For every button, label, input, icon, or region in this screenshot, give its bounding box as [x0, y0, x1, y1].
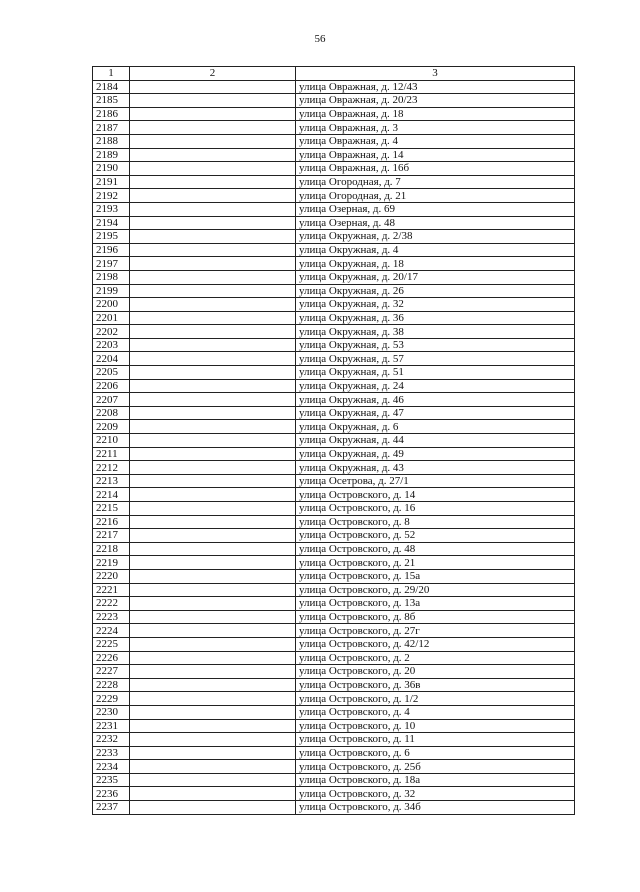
table-row: [93, 705, 575, 719]
row-column-2-cell: [130, 107, 296, 121]
table-row: [93, 719, 575, 733]
row-column-2-cell: [130, 610, 296, 624]
row-number-cell: 2207: [93, 393, 130, 407]
table-row: [93, 107, 575, 121]
column-header-3: 3: [296, 67, 575, 81]
table-row: [93, 434, 575, 448]
row-column-2-cell: [130, 325, 296, 339]
row-number-cell: 2211: [93, 447, 130, 461]
row-address-cell: улица Островского, д. 2: [296, 651, 575, 665]
row-column-2-cell: [130, 474, 296, 488]
table-row: [93, 801, 575, 815]
row-number-cell: 2219: [93, 556, 130, 570]
row-number-cell: 2192: [93, 189, 130, 203]
row-column-2-cell: [130, 189, 296, 203]
row-number-cell: 2231: [93, 719, 130, 733]
row-number-cell: 2213: [93, 474, 130, 488]
row-number-cell: 2229: [93, 692, 130, 706]
row-column-2-cell: [130, 284, 296, 298]
row-number-cell: 2223: [93, 610, 130, 624]
address-table: [92, 66, 575, 815]
row-address-cell: улица Окружная, д. 24: [296, 379, 575, 393]
table-row: [93, 134, 575, 148]
row-address-cell: улица Овражная, д. 12/43: [296, 80, 575, 94]
row-column-2-cell: [130, 230, 296, 244]
row-address-cell: улица Островского, д. 25б: [296, 760, 575, 774]
row-number-cell: 2188: [93, 134, 130, 148]
row-address-cell: улица Огородная, д. 21: [296, 189, 575, 203]
row-address-cell: улица Окружная, д. 20/17: [296, 270, 575, 284]
row-address-cell: улица Окружная, д. 57: [296, 352, 575, 366]
row-number-cell: 2185: [93, 94, 130, 108]
table-row: [93, 597, 575, 611]
row-number-cell: 2222: [93, 597, 130, 611]
row-address-cell: улица Островского, д. 14: [296, 488, 575, 502]
row-number-cell: 2235: [93, 773, 130, 787]
row-address-cell: улица Островского, д. 6: [296, 746, 575, 760]
row-address-cell: улица Овражная, д. 18: [296, 107, 575, 121]
row-number-cell: 2233: [93, 746, 130, 760]
row-number-cell: 2215: [93, 502, 130, 516]
table-row: [93, 94, 575, 108]
row-address-cell: улица Островского, д. 21: [296, 556, 575, 570]
row-address-cell: улица Островского, д. 8б: [296, 610, 575, 624]
table-row: [93, 366, 575, 380]
row-number-cell: 2209: [93, 420, 130, 434]
row-number-cell: 2201: [93, 311, 130, 325]
row-column-2-cell: [130, 583, 296, 597]
row-number-cell: 2189: [93, 148, 130, 162]
table-row: [93, 474, 575, 488]
row-number-cell: 2190: [93, 162, 130, 176]
row-column-2-cell: [130, 270, 296, 284]
row-column-2-cell: [130, 216, 296, 230]
table-row: [93, 121, 575, 135]
row-column-2-cell: [130, 624, 296, 638]
table-row: [93, 569, 575, 583]
row-column-2-cell: [130, 801, 296, 815]
row-column-2-cell: [130, 393, 296, 407]
row-column-2-cell: [130, 338, 296, 352]
row-column-2-cell: [130, 760, 296, 774]
row-address-cell: улица Островского, д. 29/20: [296, 583, 575, 597]
table-row: [93, 488, 575, 502]
row-address-cell: улица Окружная, д. 4: [296, 243, 575, 257]
row-address-cell: улица Островского, д. 1/2: [296, 692, 575, 706]
row-number-cell: 2191: [93, 175, 130, 189]
table-row: [93, 175, 575, 189]
page-number: 56: [314, 33, 326, 45]
row-column-2-cell: [130, 175, 296, 189]
table-row: [93, 556, 575, 570]
row-number-cell: 2226: [93, 651, 130, 665]
row-column-2-cell: [130, 556, 296, 570]
row-number-cell: 2193: [93, 202, 130, 216]
table-row: [93, 352, 575, 366]
row-column-2-cell: [130, 665, 296, 679]
table-row: [93, 447, 575, 461]
row-column-2-cell: [130, 379, 296, 393]
row-column-2-cell: [130, 406, 296, 420]
row-number-cell: 2195: [93, 230, 130, 244]
row-column-2-cell: [130, 746, 296, 760]
row-address-cell: улица Окружная, д. 36: [296, 311, 575, 325]
row-number-cell: 2234: [93, 760, 130, 774]
row-column-2-cell: [130, 529, 296, 543]
row-address-cell: улица Островского, д. 42/12: [296, 637, 575, 651]
row-address-cell: улица Овражная, д. 14: [296, 148, 575, 162]
row-column-2-cell: [130, 502, 296, 516]
table-row: [93, 610, 575, 624]
row-column-2-cell: [130, 134, 296, 148]
row-column-2-cell: [130, 366, 296, 380]
table-row: [93, 773, 575, 787]
row-column-2-cell: [130, 678, 296, 692]
row-address-cell: улица Окружная, д. 6: [296, 420, 575, 434]
row-address-cell: улица Окружная, д. 43: [296, 461, 575, 475]
row-column-2-cell: [130, 298, 296, 312]
row-address-cell: улица Овражная, д. 3: [296, 121, 575, 135]
row-column-2-cell: [130, 420, 296, 434]
row-number-cell: 2225: [93, 637, 130, 651]
row-column-2-cell: [130, 121, 296, 135]
table-row: [93, 393, 575, 407]
row-number-cell: 2224: [93, 624, 130, 638]
row-column-2-cell: [130, 637, 296, 651]
row-column-2-cell: [130, 515, 296, 529]
table-row: [93, 692, 575, 706]
row-column-2-cell: [130, 773, 296, 787]
row-address-cell: улица Островского, д. 15а: [296, 569, 575, 583]
row-address-cell: улица Островского, д. 34б: [296, 801, 575, 815]
row-address-cell: улица Озерная, д. 69: [296, 202, 575, 216]
row-column-2-cell: [130, 148, 296, 162]
table-row: [93, 162, 575, 176]
table-row: [93, 379, 575, 393]
row-address-cell: улица Окружная, д. 44: [296, 434, 575, 448]
table-row: [93, 284, 575, 298]
table-row: [93, 542, 575, 556]
row-column-2-cell: [130, 488, 296, 502]
row-number-cell: 2202: [93, 325, 130, 339]
row-number-cell: 2218: [93, 542, 130, 556]
row-column-2-cell: [130, 651, 296, 665]
row-address-cell: улица Овражная, д. 16б: [296, 162, 575, 176]
row-column-2-cell: [130, 202, 296, 216]
row-number-cell: 2199: [93, 284, 130, 298]
row-address-cell: улица Осетрова, д. 27/1: [296, 474, 575, 488]
table-row: [93, 257, 575, 271]
row-number-cell: 2220: [93, 569, 130, 583]
row-address-cell: улица Островского, д. 18а: [296, 773, 575, 787]
row-number-cell: 2205: [93, 366, 130, 380]
table-body: [93, 80, 575, 814]
row-column-2-cell: [130, 733, 296, 747]
table-row: [93, 583, 575, 597]
row-address-cell: улица Островского, д. 4: [296, 705, 575, 719]
table-row: [93, 202, 575, 216]
table-row: [93, 420, 575, 434]
table-row: [93, 338, 575, 352]
table-row: [93, 270, 575, 284]
table-row: [93, 80, 575, 94]
table-row: [93, 624, 575, 638]
row-number-cell: 2186: [93, 107, 130, 121]
row-address-cell: улица Овражная, д. 4: [296, 134, 575, 148]
row-number-cell: 2236: [93, 787, 130, 801]
row-address-cell: улица Островского, д. 32: [296, 787, 575, 801]
column-header-2: 2: [130, 67, 296, 81]
table-row: [93, 637, 575, 651]
row-column-2-cell: [130, 569, 296, 583]
row-address-cell: улица Окружная, д. 46: [296, 393, 575, 407]
row-number-cell: 2208: [93, 406, 130, 420]
row-column-2-cell: [130, 597, 296, 611]
row-address-cell: улица Островского, д. 16: [296, 502, 575, 516]
row-address-cell: улица Островского, д. 36в: [296, 678, 575, 692]
row-number-cell: 2206: [93, 379, 130, 393]
table-row: [93, 461, 575, 475]
row-address-cell: улица Островского, д. 48: [296, 542, 575, 556]
table-row: [93, 243, 575, 257]
row-address-cell: улица Островского, д. 8: [296, 515, 575, 529]
row-column-2-cell: [130, 311, 296, 325]
table-row: [93, 298, 575, 312]
row-address-cell: улица Островского, д. 10: [296, 719, 575, 733]
row-address-cell: улица Островского, д. 27г: [296, 624, 575, 638]
row-address-cell: улица Окружная, д. 53: [296, 338, 575, 352]
row-address-cell: улица Окружная, д. 51: [296, 366, 575, 380]
row-number-cell: 2210: [93, 434, 130, 448]
row-number-cell: 2197: [93, 257, 130, 271]
row-number-cell: 2228: [93, 678, 130, 692]
row-number-cell: 2187: [93, 121, 130, 135]
row-column-2-cell: [130, 434, 296, 448]
row-address-cell: улица Окружная, д. 47: [296, 406, 575, 420]
row-number-cell: 2204: [93, 352, 130, 366]
row-number-cell: 2221: [93, 583, 130, 597]
row-number-cell: 2227: [93, 665, 130, 679]
row-number-cell: 2217: [93, 529, 130, 543]
row-address-cell: улица Окружная, д. 18: [296, 257, 575, 271]
table-header-row: [93, 67, 575, 81]
row-column-2-cell: [130, 243, 296, 257]
table-row: [93, 746, 575, 760]
table-row: [93, 733, 575, 747]
row-number-cell: 2196: [93, 243, 130, 257]
row-column-2-cell: [130, 705, 296, 719]
table-row: [93, 665, 575, 679]
row-column-2-cell: [130, 162, 296, 176]
row-address-cell: улица Окружная, д. 26: [296, 284, 575, 298]
row-number-cell: 2198: [93, 270, 130, 284]
row-number-cell: 2184: [93, 80, 130, 94]
column-header-1: 1: [93, 67, 130, 81]
table-row: [93, 502, 575, 516]
table-row: [93, 189, 575, 203]
row-address-cell: улица Островского, д. 20: [296, 665, 575, 679]
row-column-2-cell: [130, 352, 296, 366]
row-number-cell: 2216: [93, 515, 130, 529]
row-address-cell: улица Окружная, д. 38: [296, 325, 575, 339]
row-number-cell: 2232: [93, 733, 130, 747]
row-address-cell: улица Окружная, д. 49: [296, 447, 575, 461]
table-row: [93, 148, 575, 162]
row-column-2-cell: [130, 94, 296, 108]
row-number-cell: 2194: [93, 216, 130, 230]
table-row: [93, 678, 575, 692]
row-column-2-cell: [130, 80, 296, 94]
row-number-cell: 2203: [93, 338, 130, 352]
row-address-cell: улица Островского, д. 52: [296, 529, 575, 543]
row-column-2-cell: [130, 447, 296, 461]
row-address-cell: улица Окружная, д. 32: [296, 298, 575, 312]
row-column-2-cell: [130, 719, 296, 733]
row-address-cell: улица Огородная, д. 7: [296, 175, 575, 189]
row-address-cell: улица Островского, д. 11: [296, 733, 575, 747]
row-column-2-cell: [130, 542, 296, 556]
row-number-cell: 2237: [93, 801, 130, 815]
row-address-cell: улица Озерная, д. 48: [296, 216, 575, 230]
table-row: [93, 216, 575, 230]
row-number-cell: 2230: [93, 705, 130, 719]
row-number-cell: 2214: [93, 488, 130, 502]
row-column-2-cell: [130, 787, 296, 801]
row-address-cell: улица Окружная, д. 2/38: [296, 230, 575, 244]
row-number-cell: 2200: [93, 298, 130, 312]
row-column-2-cell: [130, 692, 296, 706]
row-column-2-cell: [130, 257, 296, 271]
table-row: [93, 311, 575, 325]
row-number-cell: 2212: [93, 461, 130, 475]
table-row: [93, 515, 575, 529]
row-address-cell: улица Овражная, д. 20/23: [296, 94, 575, 108]
table-row: [93, 230, 575, 244]
table-row: [93, 651, 575, 665]
table-row: [93, 325, 575, 339]
table-row: [93, 760, 575, 774]
row-address-cell: улица Островского, д. 13а: [296, 597, 575, 611]
table-row: [93, 529, 575, 543]
table-row: [93, 787, 575, 801]
table-row: [93, 406, 575, 420]
row-column-2-cell: [130, 461, 296, 475]
